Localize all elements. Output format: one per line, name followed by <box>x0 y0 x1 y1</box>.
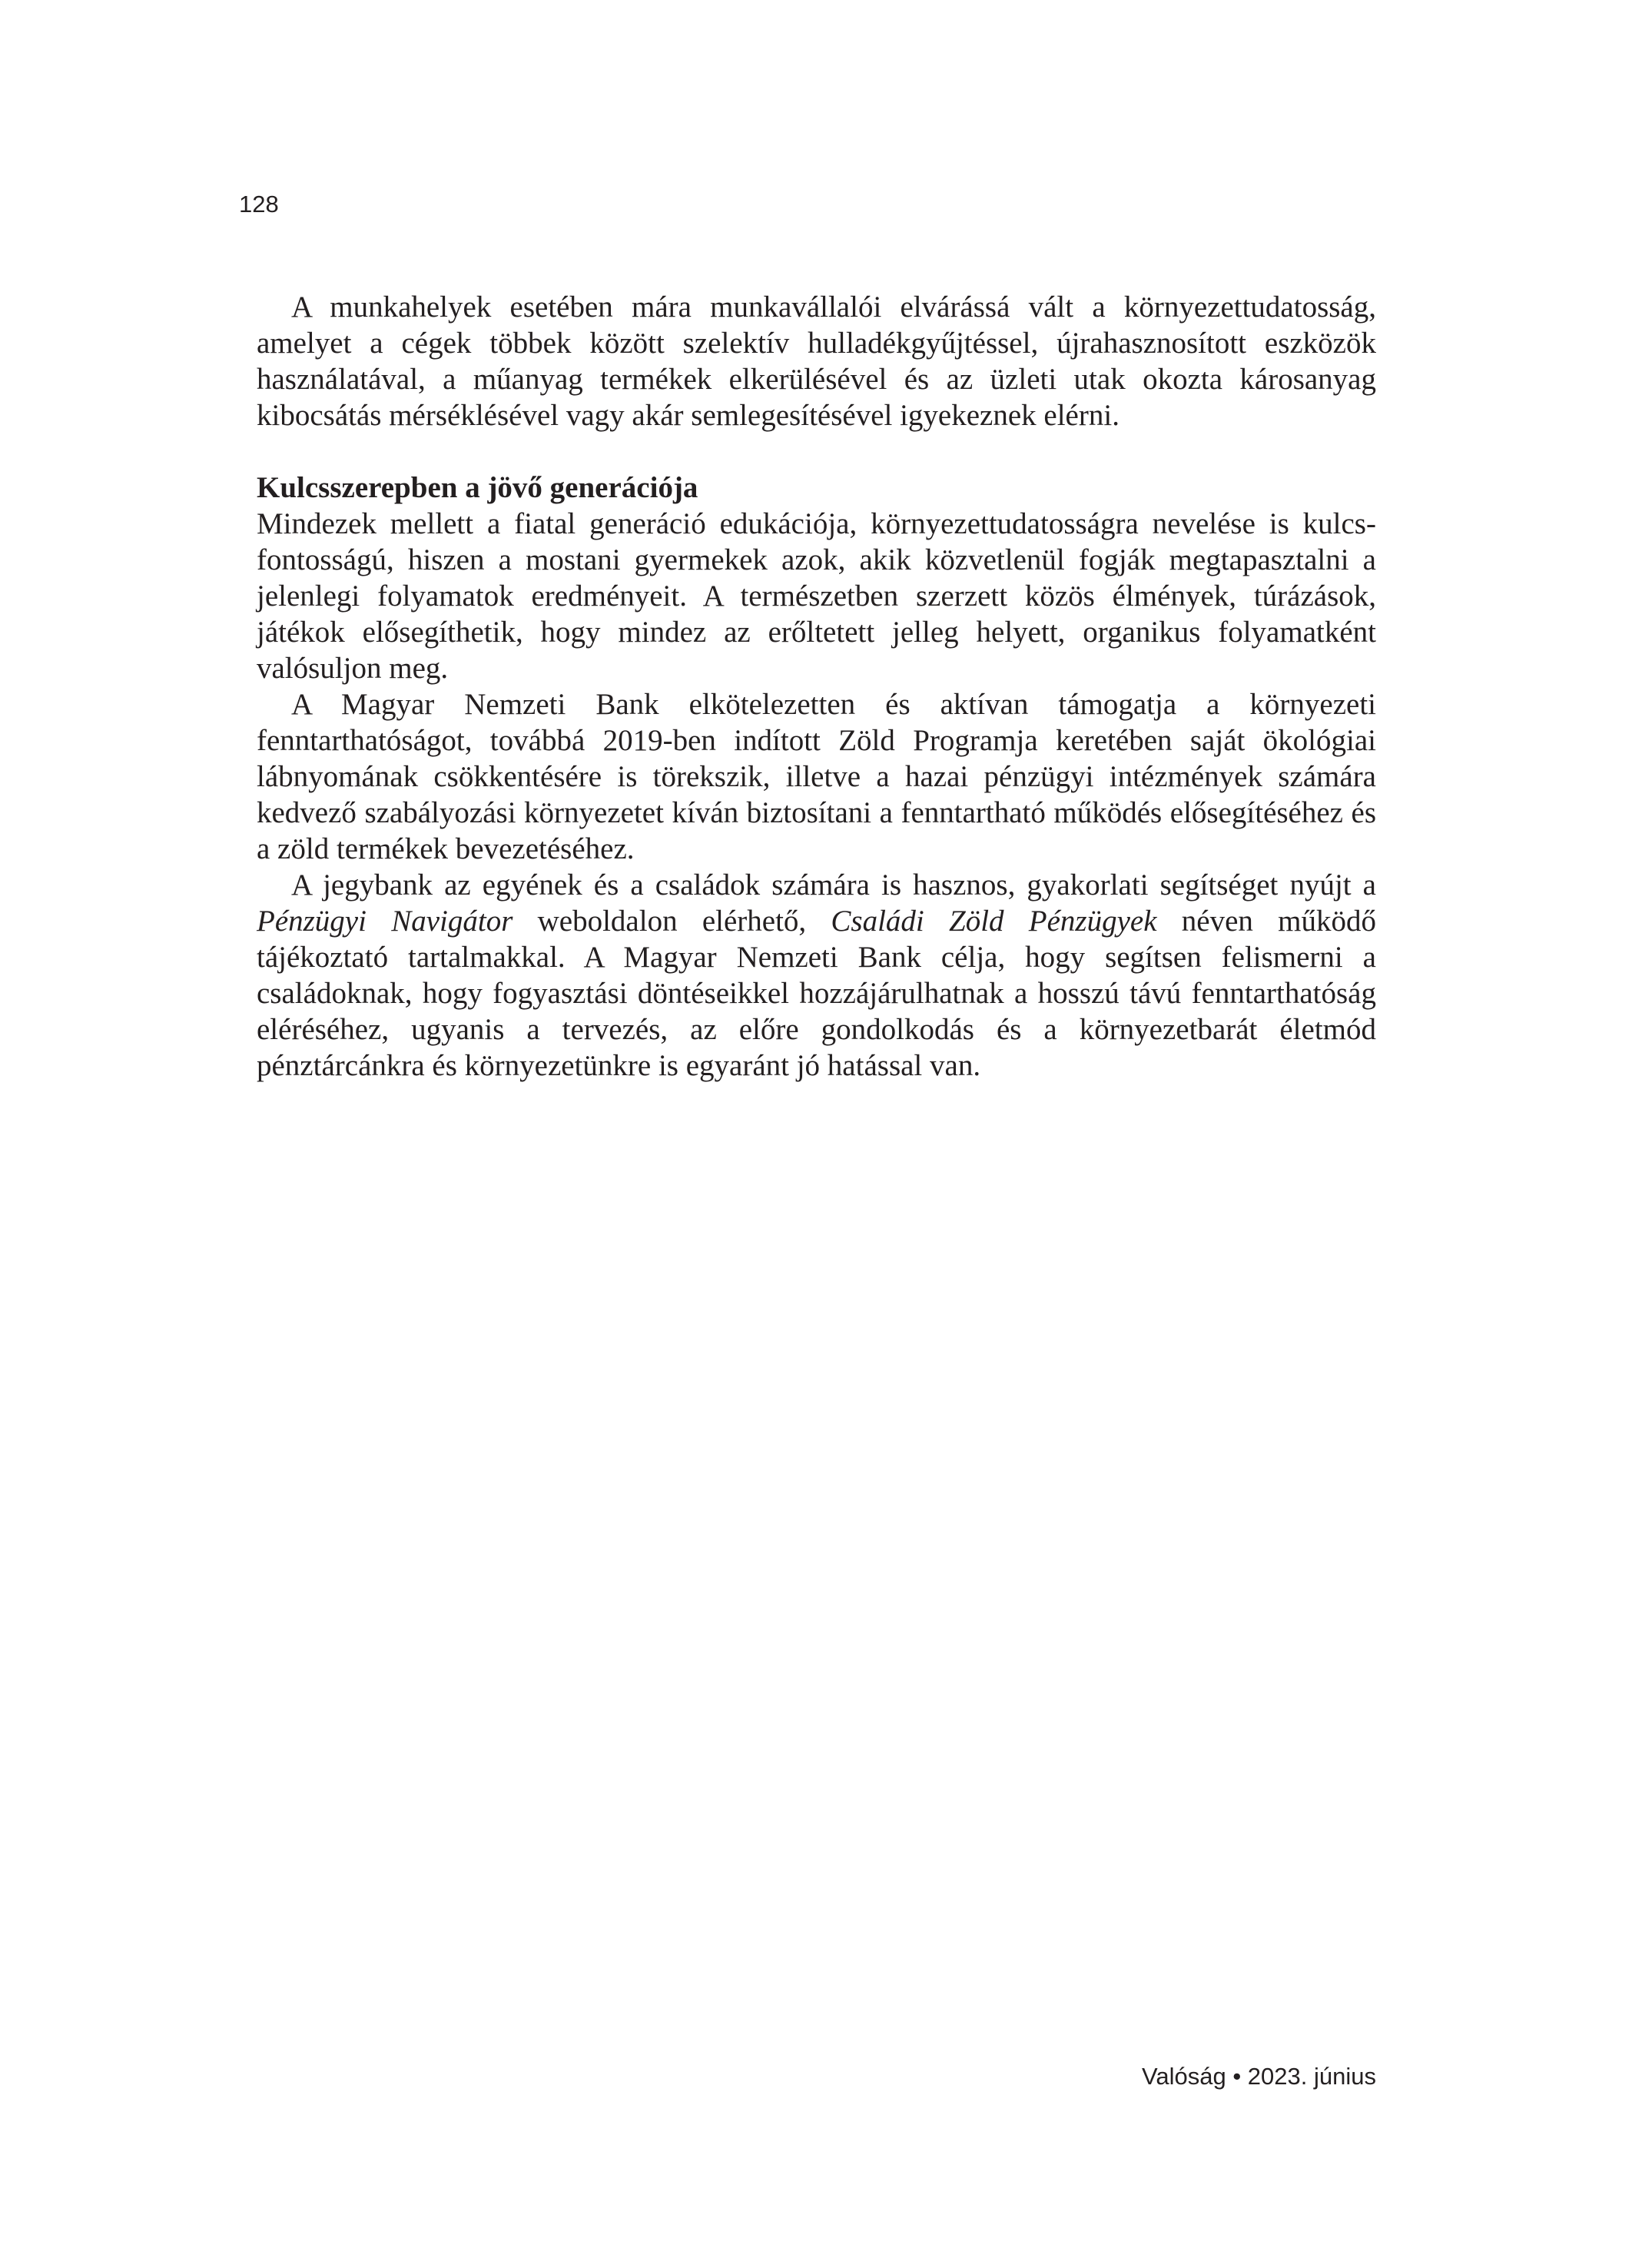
paragraph <box>257 867 1376 1084</box>
paragraph-text: weboldalon elérhető, <box>512 905 831 938</box>
paragraph: A Magyar Nemzeti Bank elkötelezetten és aktívan támogatja a környezeti fenntarthatóságot, továbbá 2019-ben indított Zöld Programja keretében saját ökológiai lábnyomának csökkentésére is törekszik, illetve a hazai pénzügyi intézmények számára kedvező szabályozási környezetet kíván biztosítani a fenntartható működés elősegítéséhez és a zöld termékek bevezetéséhez. <box>257 688 1376 865</box>
paragraph-text: néven működő tájékoztató tartalmakkal. A Magyar Nemzeti Bank célja, hogy segítsen felismerni a családoknak, hogy fogyasztási döntéseikkel hozzájárulhatnak a hosszú távú fenntarthatóság eléréséhez, ugyanis a tervezés, az előre gondolkodás és a környezetbarát életmód pénztárcánkra és környezetünkre is egyaránt jó hatással van. <box>257 905 1376 1082</box>
paragraph: A munkahelyek esetében mára munkavállalói elvárássá vált a környezettudatosság, amelyet a cégek többek között szelektív hulladékgyűjtéssel, újrahasznosított eszközök használatával, a műanyag termékek elkerülésével és az üzleti utak okozta károsanyag kibocsátás mérséklésével vagy akár semlegesítésével igyekeznek elérni. <box>257 291 1376 432</box>
footer-journal-issue: Valóság • 2023. június <box>1142 2063 1376 2090</box>
italic-title-penzugyi-navigator: Pénzügyi Navigátor <box>257 905 513 938</box>
page-number: 128 <box>239 191 279 218</box>
article-body <box>257 289 1376 1084</box>
paragraph-text: A jegybank az egyének és a családok számára is hasznos, gyakorlati segítséget nyújt a <box>291 868 1376 902</box>
italic-title-csaladi-zold-penzugyek: Családi Zöld Pénzügyek <box>831 905 1157 938</box>
paragraph: Mindezek mellett a fiatal generáció edukációja, környezettudatosságra nevelése is kulcsfontosságú, hiszen a mostani gyermekek azok, akik közvetlenül fogják megtapasztalni a jelenlegi folyamatok eredményeit. A természetben szerzett közös élmények, túrázások, játékok elősegíthetik, hogy mindez az erőltetett jelleg helyett, organikus folyamatként valósuljon meg. <box>257 507 1376 685</box>
section-heading: Kulcsszerepben a jövő generációja <box>257 471 698 504</box>
